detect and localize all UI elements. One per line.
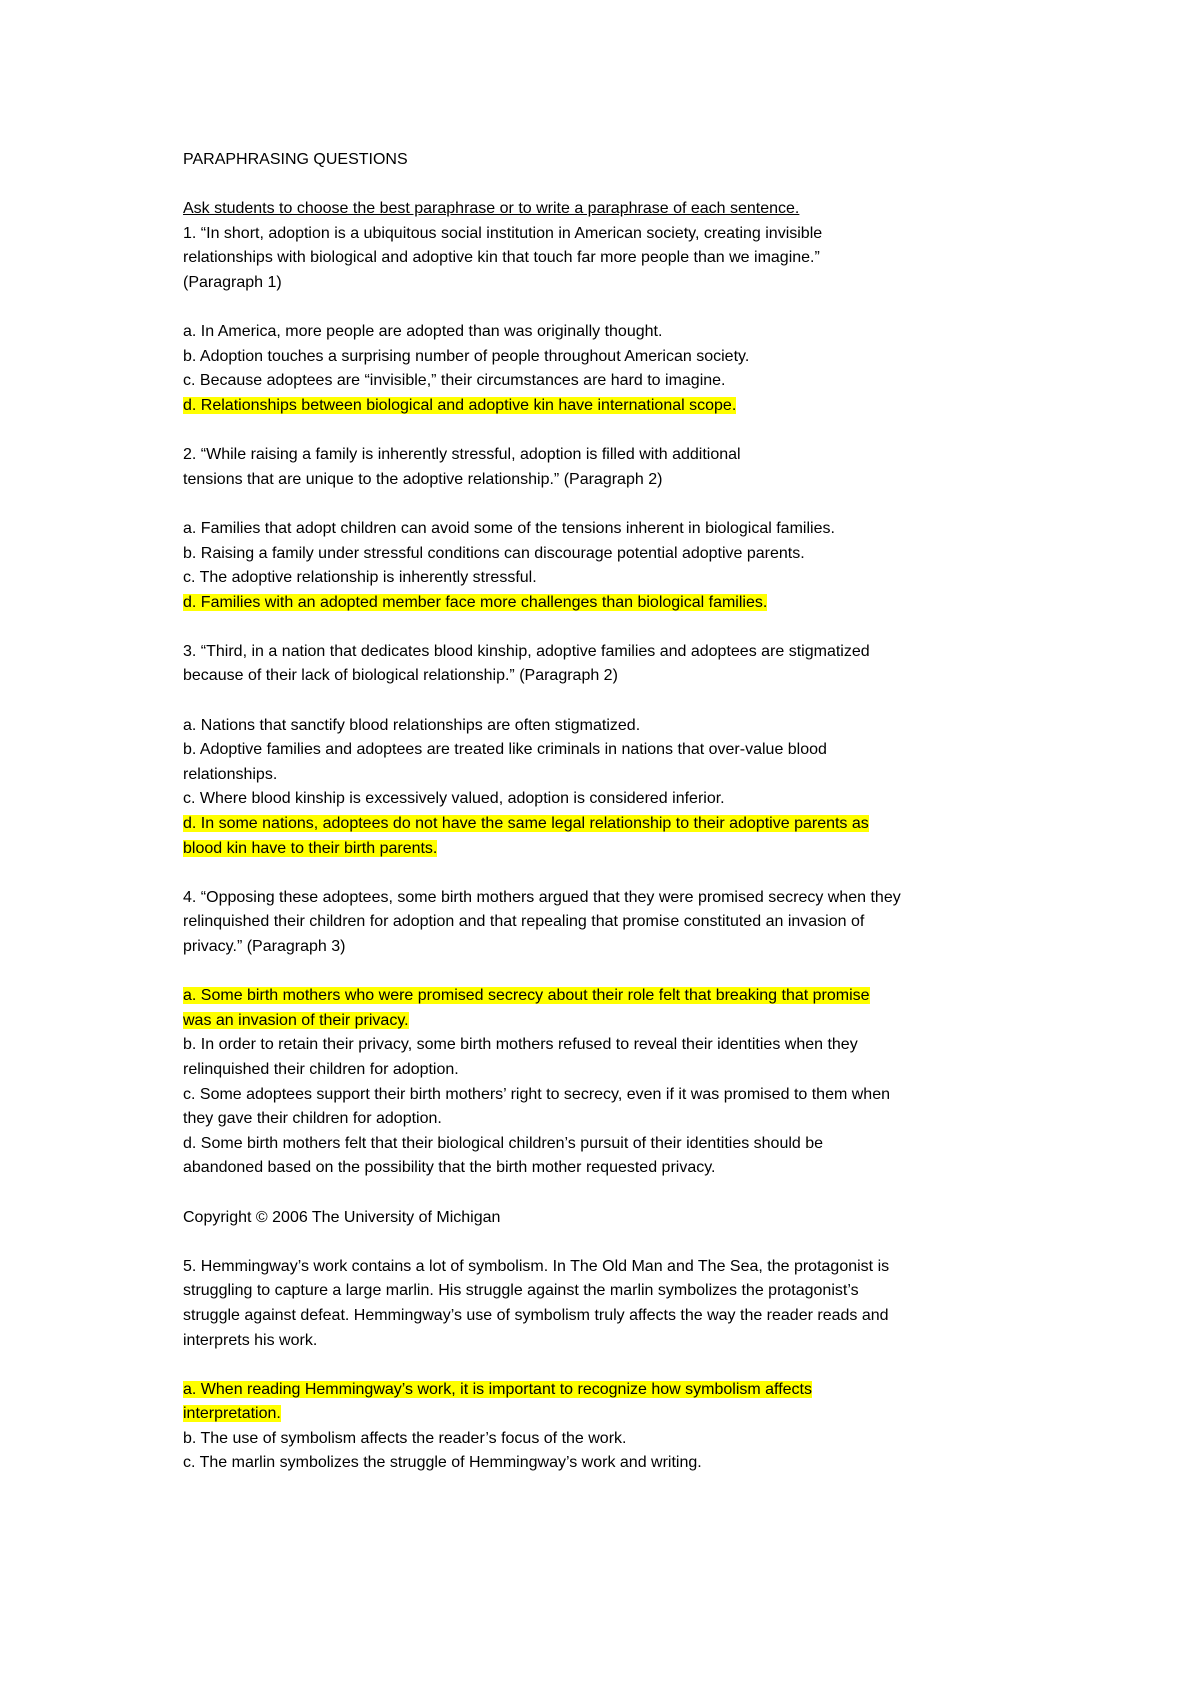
option-text: c. Because adoptees are “invisible,” their circumstances are hard to imagine.: [183, 372, 726, 390]
question-prompt-line: struggle against defeat. Hemmingway’s use of symbolism truly affects the way the reader reads and: [183, 1306, 889, 1324]
answer-option: [183, 1132, 1043, 1157]
option-text: they gave their children for adoption.: [183, 1110, 442, 1128]
option-text-highlighted: a. Some birth mothers who were promised secrecy about their role felt that breaking that promise: [183, 987, 870, 1005]
spacer: [183, 689, 1043, 714]
answer-option: [183, 714, 1043, 739]
option-text: c. The marlin symbolizes the struggle of Hemmingway’s work and writing.: [183, 1454, 702, 1472]
question-prompt-line: interprets his work.: [183, 1331, 318, 1349]
option-text-highlighted: d. Relationships between biological and adoptive kin have international scope.: [183, 396, 737, 414]
spacer: [183, 960, 1043, 985]
spacer: [183, 861, 1043, 886]
option-text-highlighted: d. In some nations, adoptees do not have the same legal relationship to their adoptive parents as: [183, 815, 869, 833]
question-prompt-line: relationships with biological and adoptive kin that touch far more people than we imagine.”: [183, 249, 820, 267]
spacer: [183, 1181, 1043, 1206]
option-text: relinquished their children for adoption.: [183, 1060, 459, 1078]
answer-option-highlighted: [183, 394, 1043, 419]
document-body: [183, 148, 1043, 1476]
instruction-text: Ask students to choose the best paraphrase or to write a paraphrase of each sentence.: [183, 200, 800, 218]
spacer: [183, 296, 1043, 321]
spacer: [183, 419, 1043, 444]
answer-option-highlighted: [183, 591, 1043, 616]
question-5: [183, 1255, 1043, 1476]
answer-option: [183, 1156, 1043, 1181]
question-1: [183, 222, 1043, 419]
document-title: PARAPHRASING QUESTIONS: [183, 151, 408, 168]
answer-option: [183, 1451, 1043, 1476]
question-prompt-line: 1. “In short, adoption is a ubiquitous social institution in American society, creating invisible: [183, 224, 823, 242]
answer-option: [183, 345, 1043, 370]
option-text: b. In order to retain their privacy, some birth mothers refused to reveal their identities when they: [183, 1036, 858, 1054]
question-prompt-line: (Paragraph 1): [183, 273, 282, 291]
answer-option: [183, 566, 1043, 591]
question-2: [183, 443, 1043, 615]
option-text-highlighted: d. Families with an adopted member face more challenges than biological families.: [183, 593, 768, 611]
answer-option: [183, 763, 1043, 788]
copyright-notice: Copyright © 2006 The University of Michigan: [183, 1208, 501, 1226]
answer-option-highlighted: [183, 837, 1043, 862]
answer-option-highlighted: [183, 1378, 1043, 1403]
option-text: c. Some adoptees support their birth mothers’ right to secrecy, even if it was promised to them when: [183, 1085, 890, 1103]
option-text: b. Adoption touches a surprising number of people throughout American society.: [183, 347, 750, 365]
answer-option: [183, 1058, 1043, 1083]
answer-option: [183, 542, 1043, 567]
question-3: [183, 640, 1043, 861]
answer-option: [183, 517, 1043, 542]
spacer: [183, 173, 1043, 198]
option-text: b. The use of symbolism affects the reader’s focus of the work.: [183, 1429, 627, 1447]
answer-option: [183, 320, 1043, 345]
option-text: b. Raising a family under stressful conditions can discourage potential adoptive parents.: [183, 544, 805, 562]
spacer: [183, 492, 1043, 517]
option-text: c. Where blood kinship is excessively valued, adoption is considered inferior.: [183, 790, 725, 808]
answer-option-highlighted: [183, 984, 1043, 1009]
question-prompt-line: 3. “Third, in a nation that dedicates blood kinship, adoptive families and adoptees are stigmatized: [183, 642, 870, 660]
option-text: d. Some birth mothers felt that their biological children’s pursuit of their identities should be: [183, 1134, 824, 1152]
spacer: [183, 615, 1043, 640]
option-text-highlighted: a. When reading Hemmingway’s work, it is important to recognize how symbolism affects: [183, 1380, 812, 1398]
answer-option: [183, 1083, 1043, 1108]
answer-option: [183, 787, 1043, 812]
option-text: c. The adoptive relationship is inherently stressful.: [183, 569, 537, 587]
option-text: a. In America, more people are adopted than was originally thought.: [183, 323, 663, 341]
question-prompt-line: because of their lack of biological relationship.” (Paragraph 2): [183, 667, 618, 685]
answer-option: [183, 1427, 1043, 1452]
answer-option: [183, 738, 1043, 763]
question-prompt-line: 4. “Opposing these adoptees, some birth mothers argued that they were promised secrecy when they: [183, 888, 901, 906]
answer-option-highlighted: [183, 1009, 1043, 1034]
option-text: relationships.: [183, 765, 278, 783]
question-prompt-line: privacy.” (Paragraph 3): [183, 938, 346, 955]
option-text-highlighted: was an invasion of their privacy.: [183, 1011, 409, 1029]
option-text: b. Adoptive families and adoptees are treated like criminals in nations that over-value blood: [183, 741, 827, 759]
answer-option: [183, 1107, 1043, 1132]
answer-option-highlighted: [183, 1402, 1043, 1427]
option-text: abandoned based on the possibility that the birth mother requested privacy.: [183, 1159, 716, 1177]
question-prompt-line: 5. Hemmingway’s work contains a lot of symbolism. In The Old Man and The Sea, the protagonist is: [183, 1257, 890, 1275]
question-prompt-line: relinquished their children for adoption and that repealing that promise constituted an invasion of: [183, 913, 865, 931]
question-prompt-line: tensions that are unique to the adoptive relationship.” (Paragraph 2): [183, 470, 663, 488]
answer-option: [183, 1033, 1043, 1058]
option-text: a. Nations that sanctify blood relationships are often stigmatized.: [183, 716, 641, 734]
option-text-highlighted: interpretation.: [183, 1405, 281, 1423]
question-prompt-line: 2. “While raising a family is inherently stressful, adoption is filled with additional: [183, 446, 741, 464]
question-4: [183, 886, 1043, 1181]
spacer: [183, 1230, 1043, 1255]
question-prompt-line: struggling to capture a large marlin. His struggle against the marlin symbolizes the protagonist’s: [183, 1282, 859, 1300]
option-text: a. Families that adopt children can avoid some of the tensions inherent in biological families.: [183, 519, 835, 537]
spacer: [183, 1353, 1043, 1378]
option-text-highlighted: blood kin have to their birth parents.: [183, 839, 438, 857]
answer-option: [183, 369, 1043, 394]
answer-option-highlighted: [183, 812, 1043, 837]
